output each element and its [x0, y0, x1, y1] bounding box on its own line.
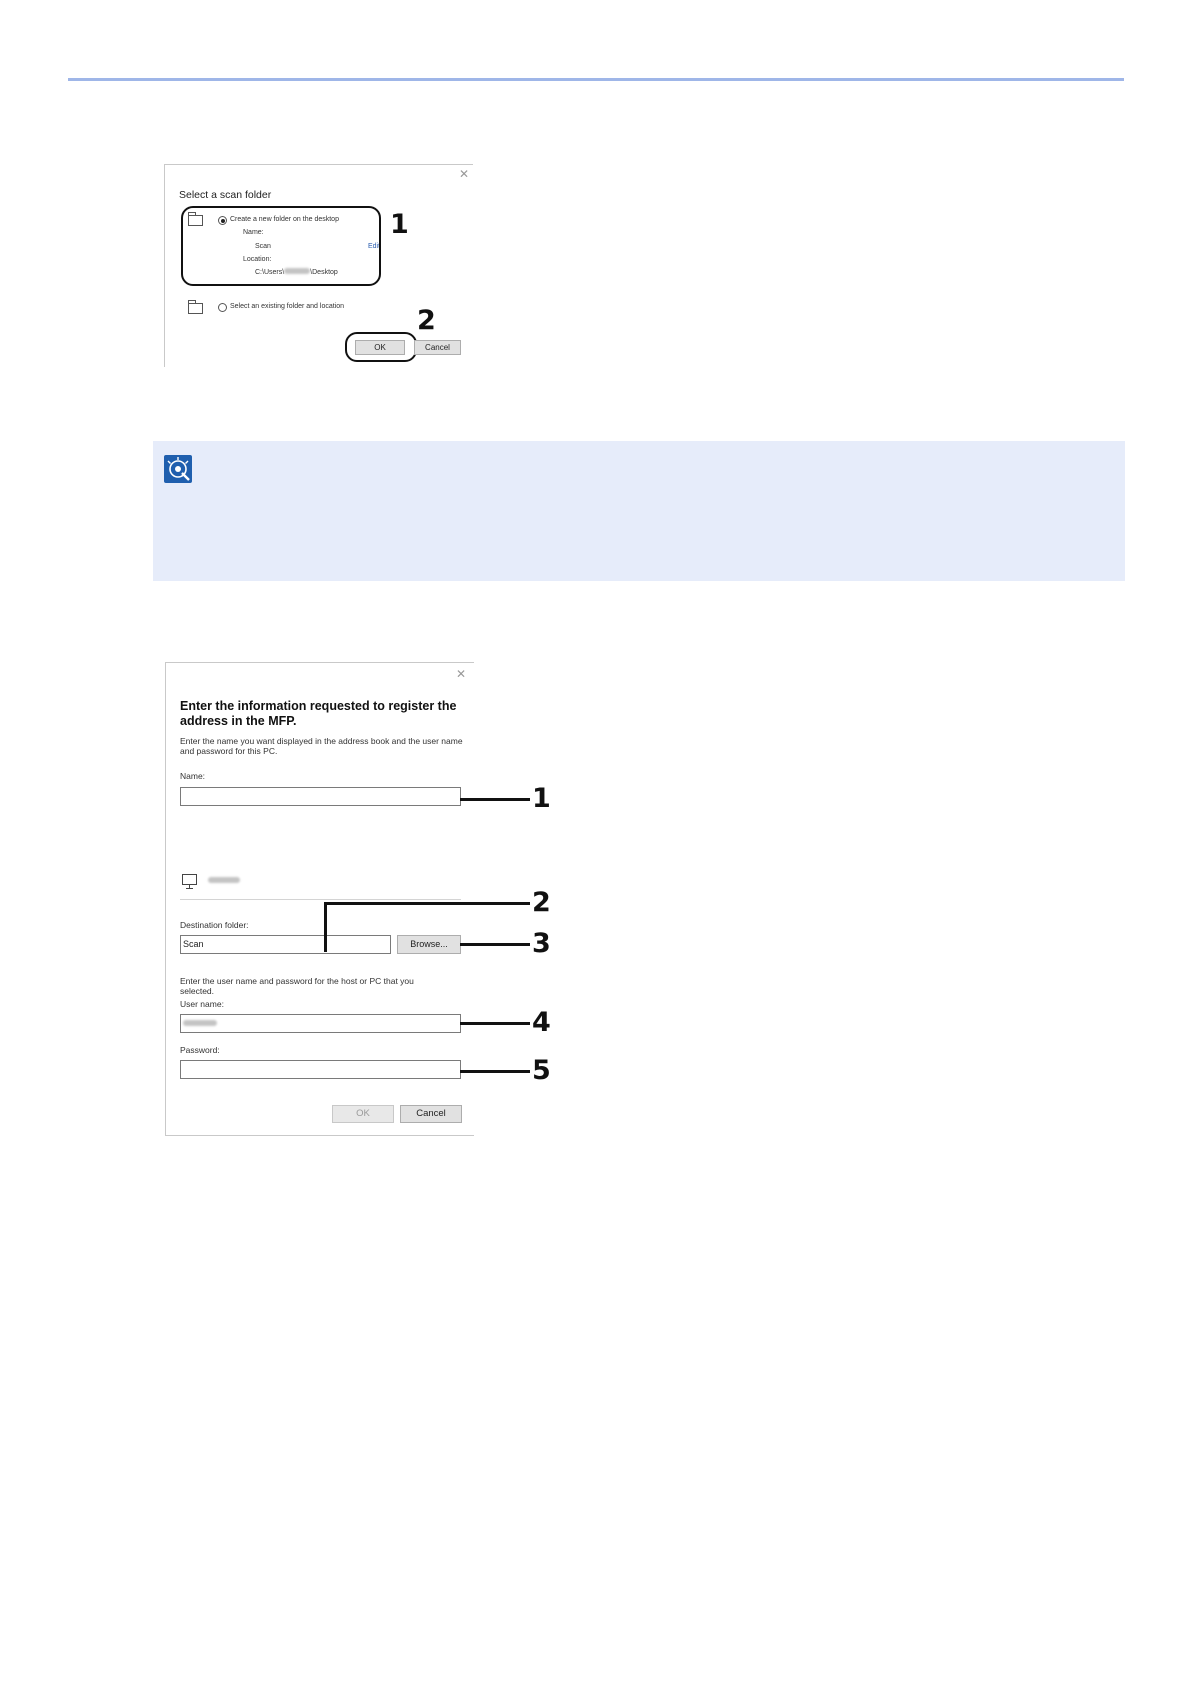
- redacted-host-name: [208, 877, 240, 883]
- header-rule: [68, 78, 1124, 81]
- callout-number-1: 1: [390, 209, 409, 240]
- name-label: Name:: [243, 229, 264, 236]
- cancel-button[interactable]: Cancel: [414, 340, 461, 355]
- note-box: [153, 441, 1125, 581]
- highlight-box-1: [181, 206, 381, 286]
- ok-button-disabled[interactable]: OK: [332, 1105, 394, 1123]
- computer-icon: [182, 874, 197, 890]
- username-input[interactable]: [180, 1014, 461, 1033]
- leader-line-4: [460, 1022, 530, 1025]
- name-value: Scan: [255, 243, 271, 250]
- leader-line-2: [324, 902, 530, 905]
- name-input[interactable]: [180, 787, 461, 806]
- note-icon: [164, 455, 192, 483]
- dialog-intro: Enter the name you want displayed in the address book and the user name and password for this PC.: [180, 736, 463, 756]
- register-address-dialog: [165, 662, 474, 1136]
- callout-number-2: 2: [532, 887, 551, 918]
- browse-button[interactable]: Browse...: [397, 935, 461, 954]
- location-label: Location:: [243, 256, 272, 263]
- destination-folder-input[interactable]: Scan: [180, 935, 391, 954]
- cancel-button[interactable]: Cancel: [400, 1105, 462, 1123]
- dialog-heading: Enter the information requested to register the address in the MFP.: [180, 699, 457, 728]
- close-icon[interactable]: ✕: [459, 167, 470, 181]
- password-input[interactable]: [180, 1060, 461, 1079]
- option-new-folder-label: Create a new folder on the desktop: [230, 216, 339, 223]
- credentials-intro: Enter the user name and password for the host or PC that you selected.: [180, 976, 414, 996]
- callout-number-3: 3: [532, 928, 551, 959]
- callout-number-5: 5: [532, 1055, 551, 1086]
- redacted-username: [183, 1020, 217, 1026]
- folder-icon: [188, 303, 203, 314]
- select-scan-folder-dialog: [164, 164, 473, 367]
- edit-link[interactable]: Edit: [368, 243, 381, 250]
- radio-existing-folder[interactable]: [218, 303, 227, 312]
- location-suffix: \Desktop: [310, 269, 338, 276]
- ok-button[interactable]: OK: [355, 340, 405, 355]
- name-label: Name:: [180, 771, 206, 781]
- dialog-title: Select a scan folder: [179, 189, 272, 201]
- username-label: User name:: [180, 999, 224, 1009]
- password-label: Password:: [180, 1045, 220, 1055]
- separator: [180, 899, 461, 900]
- leader-line-3: [460, 943, 530, 946]
- leader-line-1: [460, 798, 530, 801]
- option-existing-folder-label: Select an existing folder and location: [230, 303, 345, 310]
- leader-line-2-vertical: [324, 902, 327, 952]
- destination-folder-label: Destination folder:: [180, 920, 249, 930]
- callout-number-4: 4: [532, 1007, 551, 1038]
- close-icon[interactable]: ✕: [456, 667, 467, 681]
- location-prefix: C:\Users\: [255, 269, 285, 276]
- callout-number-2: 2: [417, 305, 436, 336]
- leader-line-5: [460, 1070, 530, 1073]
- callout-number-1: 1: [532, 783, 551, 814]
- highlight-box-2: [345, 332, 417, 362]
